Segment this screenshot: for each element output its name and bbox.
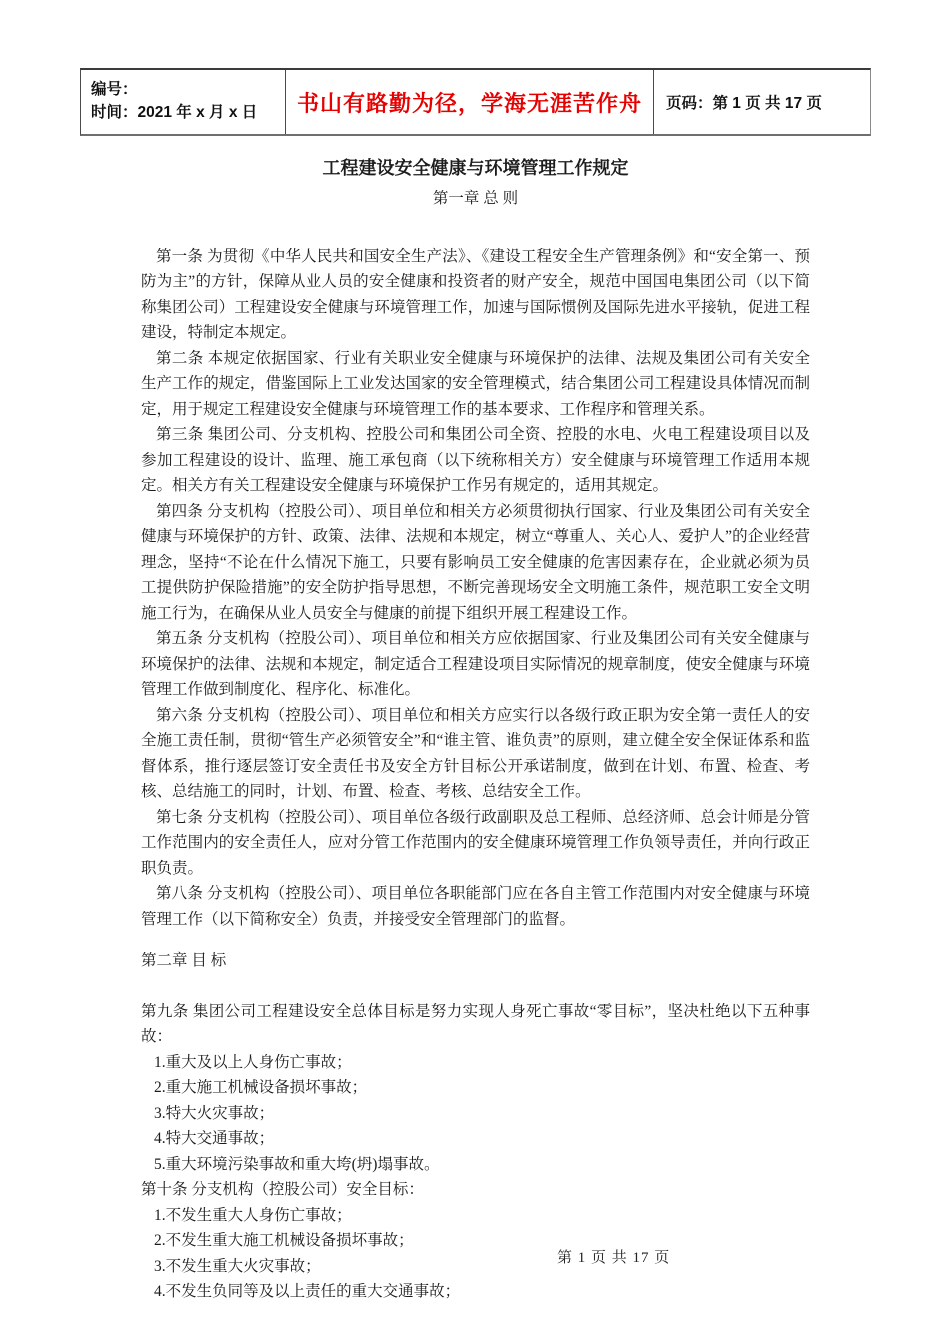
list-item-10-1: 1.不发生重大人身伤亡事故； bbox=[154, 1206, 352, 1224]
header-motto-cell bbox=[286, 70, 654, 134]
article-9: 第九条 集团公司工程建设安全总体目标是努力实现人身死亡事故“零目标”，坚决杜绝以下五种事故： bbox=[141, 1002, 810, 1045]
chapter-2-heading: 第二章 目 标 bbox=[141, 952, 227, 969]
time-label: 时间：2021 年 x 月 x 日 bbox=[91, 104, 258, 121]
chapter-1-heading: 第一章 总 则 bbox=[432, 190, 519, 207]
motto-text: 书山有路勤为径，学海无涯苦作舟 bbox=[296, 90, 642, 116]
header-table bbox=[80, 68, 871, 136]
header-page-cell bbox=[654, 70, 870, 134]
list-item-9-2: 2.重大施工机械设备损坏事故； bbox=[154, 1079, 368, 1096]
footer-page-number: 第 1 页 共 17 页 bbox=[557, 1250, 671, 1266]
page-info-label: 页码：第 1 页 共 17 页 bbox=[666, 95, 822, 112]
list-item-10-4: 4.不发生负同等及以上责任的重大交通事故； bbox=[154, 1283, 461, 1300]
number-label: 编号： bbox=[91, 81, 138, 98]
list-item-10-3: 3.不发生重大火灾事故； bbox=[154, 1257, 321, 1275]
article-8: 第八条 分支机构（控股公司）、项目单位各职能部门应在各自主管工作范围内对安全健康与环境管理工作（以下简称安全）负责，并接受安全管理部门的监督。 bbox=[141, 885, 810, 928]
list-item-9-3: 3.特大火灾事故； bbox=[154, 1104, 275, 1122]
article-4: 第四条 分支机构（控股公司）、项目单位和相关方必须贯彻执行国家、行业及集团公司有关安全健康与环境保护的方针、政策、法律、法规和本规定，树立“尊重人、关心人、爱护人”的企业经营理念，坚持“不论在什么情况下施工，只要有影响员工安全健康的危害因素存在，企业就必须为员工提供防护保险措施”的安全防护指导思想，不断完善现场安全文明施工条件，规范职工安全文明施工行为，在确保从业人员安全与健康的前提下组织开展工程建设工作。 bbox=[141, 502, 810, 622]
header-meta-cell bbox=[81, 70, 286, 134]
article-6: 第六条 分支机构（控股公司）、项目单位和相关方应实行以各级行政正职为安全第一责任人的安全施工责任制，贯彻“管生产必须管安全”和“谁主管、谁负责”的原则，建立健全安全保证体系和监督体系，推行逐层签订安全责任书及安全方针目标公开承诺制度，做到在计划、布置、检查、考核、总结施工的同时，计划、布置、检查、考核、总结安全工作。 bbox=[141, 706, 810, 800]
list-item-9-4: 4.特大交通事故； bbox=[154, 1130, 275, 1147]
article-10: 第十条 分支机构（控股公司）安全目标： bbox=[141, 1181, 424, 1198]
list-item-9-1: 1.重大及以上人身伤亡事故； bbox=[154, 1053, 352, 1071]
article-1: 第一条 为贯彻《中华人民共和国安全生产法》、《建设工程安全生产管理条例》和“安全第一、预防为主”的方针，保障从业人员的安全健康和投资者的财产安全，规范中国国电集团公司（以下简称集团公司）工程建设安全健康与环境管理工作，加速与国际惯例及国际先进水平接轨，促进工程建设，特制定本规定。 bbox=[141, 247, 810, 341]
list-item-9-5: 5.重大环境污染事故和重大垮(坍)塌事故。 bbox=[154, 1155, 440, 1173]
document-title: 工程建设安全健康与环境管理工作规定 bbox=[322, 158, 629, 178]
article-3: 第三条 集团公司、分支机构、控股公司和集团公司全资、控股的水电、火电工程建设项目以及参加工程建设的设计、监理、施工承包商（以下统称相关方）安全健康与环境管理工作适用本规定。相关方有关工程建设安全健康与环境保护工作另有规定的，适用其规定。 bbox=[141, 426, 810, 494]
article-2: 第二条 本规定依据国家、行业有关职业安全健康与环境保护的法律、法规及集团公司有关安全生产工作的规定，借鉴国际上工业发达国家的安全管理模式，结合集团公司工程建设具体情况而制定，用于规定工程建设安全健康与环境管理工作的基本要求、工作程序和管理关系。 bbox=[141, 349, 810, 418]
document-body bbox=[141, 155, 810, 1305]
list-item-10-2: 2.不发生重大施工机械设备损坏事故； bbox=[154, 1232, 414, 1249]
article-7: 第七条 分支机构（控股公司）、项目单位各级行政副职及总工程师、总经济师、总会计师是分管工作范围内的安全责任人，应对分管工作范围内的安全健康环境管理工作负领导责任，并向行政正职负责。 bbox=[141, 808, 810, 877]
article-5: 第五条 分支机构（控股公司）、项目单位和相关方应依据国家、行业及集团公司有关安全健康与环境保护的法律、法规和本规定，制定适合工程建设项目实际情况的规章制度，使安全健康与环境管理工作做到制度化、程序化、标准化。 bbox=[141, 630, 810, 698]
